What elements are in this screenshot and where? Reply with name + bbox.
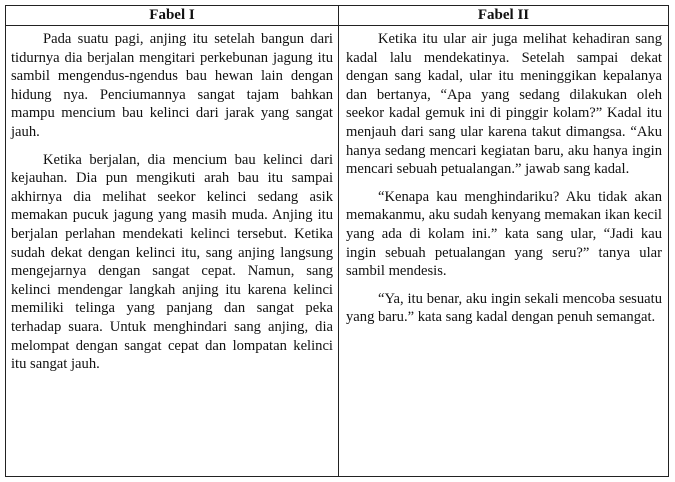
fabel-2-text-cell bbox=[339, 26, 668, 476]
column-header-fabel-1: Fabel I bbox=[6, 6, 339, 26]
fabel-2-paragraph: Ketika itu ular air juga melihat kehadiran sang kadal lalu mendekatinya. Setelah sampai dekat dengan sang kadal, ular itu meninggikan kepalanya dan bertanya, “Apa yang sedang dilakukan oleh seekor kadal gemuk ini di pinggir kolam?” Kadal itu menjauh dari sang ular karena takut dimangsa. “Aku hanya sedang mencari kegiatan baru, aku hanya ingin mencari sebuah petualangan.” jawab sang kadal. bbox=[346, 31, 662, 178]
fabel-2-paragraph: “Ya, itu benar, aku ingin sekali mencoba sesuatu yang baru.” kata sang kadal dengan penuh semangat. bbox=[346, 290, 662, 326]
fable-comparison-table bbox=[5, 5, 669, 477]
column-header-fabel-2: Fabel II bbox=[339, 6, 668, 26]
fabel-1-paragraph: Pada suatu pagi, anjing itu setelah bangun dari tidurnya dia berjalan mengitari perkebunan jagung itu sambil mengendus-ngendus bau hewan lain dengan hidung nya. Penciumannya sangat tajam bahkan mampu mencium bau kelinci dari jarak yang sangat jauh. bbox=[11, 31, 333, 140]
fabel-2-paragraph: “Kenapa kau menghindariku? Aku tidak akan memakanmu, aku sudah kenyang memakan ikan kecil yang ada di kolam ini.” kata sang ular, “Jadi kau ingin sebuah petualangan yang seru?” tanya ular sambil mendesis. bbox=[346, 188, 662, 280]
fabel-1-paragraph: Ketika berjalan, dia mencium bau kelinci dari kejauhan. Dia pun mengikuti arah bau itu sampai akhirnya dia melihat seekor kelinci sedang asik memakan pucuk jagung yang masih muda. Anjing itu berjalan perlahan mendekati kelinci tersebut. Ketika sudah dekat dengan kelinci itu, sang anjing langsung mengejarnya dengan sangat cepat. Namun, sang kelinci mendengar langkah anjing itu karena kelinci memiliki telinga yang panjang dan sangat peka terhadap suara. Untuk menghindari sang anjing, dia melompat dengan sangat cepat dan lompatan kelinci itu sangat jauh. bbox=[11, 151, 333, 373]
fabel-1-text-cell bbox=[6, 26, 339, 476]
